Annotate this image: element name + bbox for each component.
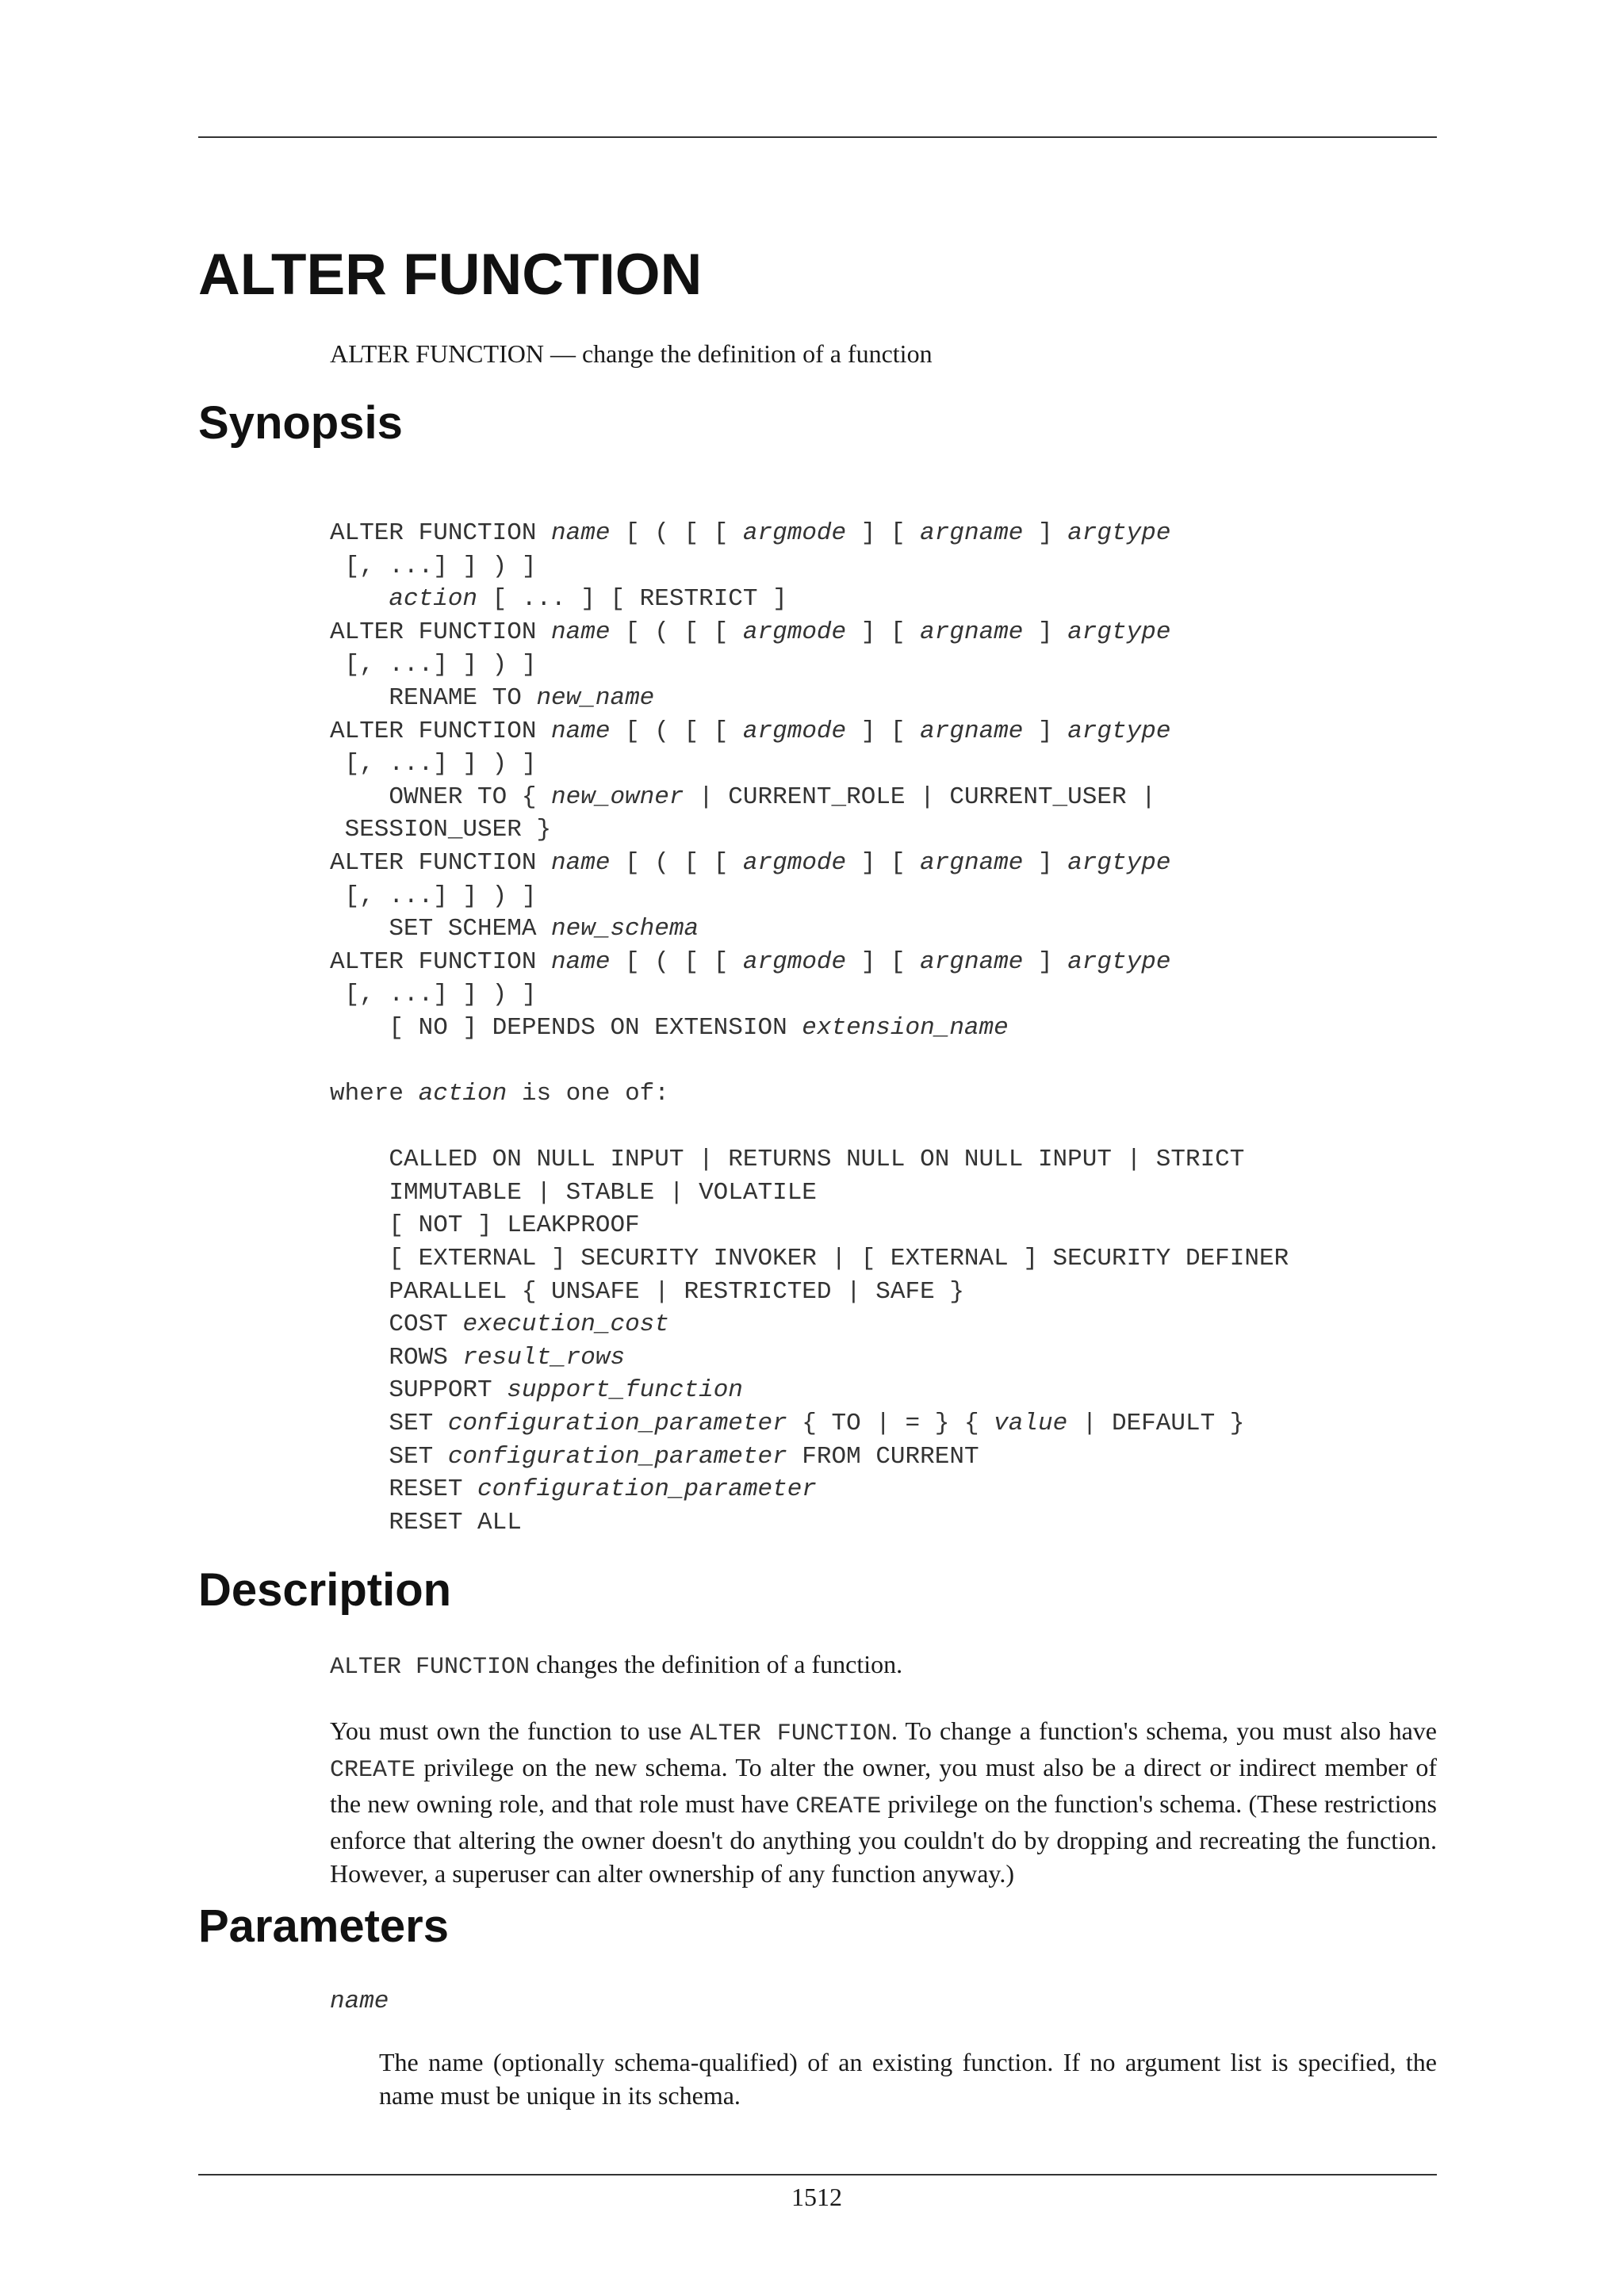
refpurpose: ALTER FUNCTION — change the definition of a function [330, 339, 933, 368]
synopsis-line [330, 1242, 1289, 1276]
synopsis-text: ] [1023, 519, 1068, 547]
header-rule [198, 136, 1437, 138]
synopsis-text: PARALLEL { UNSAFE | RESTRICTED | SAFE } [330, 1277, 964, 1306]
synopsis-text: FROM CURRENT [787, 1442, 979, 1471]
paragraph-text: You must own the function to use [330, 1716, 690, 1745]
synopsis-placeholder: name [551, 519, 611, 547]
synopsis-placeholder: argmode [742, 717, 847, 745]
page-title: ALTER FUNCTION [198, 243, 703, 307]
synopsis-placeholder: support_function [507, 1376, 743, 1405]
synopsis-line [330, 1506, 1289, 1540]
inline-code: ALTER FUNCTION [689, 1720, 891, 1747]
page-number: 1512 [791, 2183, 842, 2211]
synopsis-line [330, 781, 1289, 814]
inline-code: CREATE [330, 1757, 416, 1784]
synopsis-text: [ NOT ] LEAKPROOF [330, 1211, 640, 1240]
inline-code: CREATE [795, 1793, 882, 1820]
synopsis-placeholder: argname [920, 947, 1024, 976]
synopsis-placeholder: argtype [1067, 717, 1171, 745]
synopsis-line [330, 550, 1289, 584]
synopsis-placeholder: argtype [1067, 519, 1171, 547]
synopsis-text: [ ... ] [ RESTRICT ] [477, 585, 787, 614]
synopsis-text: [ ( [ [ [610, 618, 743, 646]
synopsis-text: | DEFAULT } [1067, 1410, 1245, 1438]
synopsis-text: ] [1023, 717, 1068, 745]
footer-rule [198, 2174, 1437, 2175]
synopsis-text: ] [ [846, 519, 921, 547]
synopsis-line [330, 748, 1289, 781]
synopsis-placeholder: argmode [742, 848, 847, 877]
synopsis-text: [ NO ] DEPENDS ON EXTENSION [330, 1013, 802, 1042]
synopsis-line [330, 847, 1289, 880]
synopsis-text: ] [1023, 618, 1068, 646]
synopsis-text: ALTER FUNCTION [330, 717, 552, 745]
synopsis-line [330, 1407, 1289, 1441]
synopsis-text: [, ...] ] ) ] [330, 882, 537, 910]
synopsis-line [330, 517, 1289, 550]
synopsis-text: RESET ALL [330, 1508, 522, 1536]
synopsis-text: ] [ [846, 618, 921, 646]
synopsis-placeholder: name [551, 618, 611, 646]
parameter-definition-name: The name (optionally schema-qualified) of an existing function. If no argument list is specified, the name must be unique in its schema. [379, 2048, 1437, 2110]
synopsis-text: SUPPORT [330, 1376, 508, 1405]
synopsis-text: is one of: [507, 1080, 669, 1108]
synopsis-text: [ ( [ [ [610, 717, 743, 745]
synopsis-line [330, 1143, 1289, 1177]
synopsis-text: ] [1023, 947, 1068, 976]
synopsis-placeholder: argname [920, 848, 1024, 877]
synopsis-placeholder: new_schema [551, 915, 699, 943]
synopsis-placeholder: configuration_parameter [447, 1442, 787, 1471]
synopsis-placeholder: name [551, 947, 611, 976]
parameter-term-name: name [330, 1988, 389, 2015]
paragraph-text: changes the definition of a function. [530, 1650, 903, 1678]
synopsis-text: ALTER FUNCTION [330, 618, 552, 646]
synopsis-text: ROWS [330, 1343, 463, 1372]
description-paragraph-2 [330, 1714, 1437, 1890]
synopsis-placeholder: configuration_parameter [477, 1475, 817, 1504]
synopsis-placeholder: argmode [742, 519, 847, 547]
synopsis-line [330, 1077, 1289, 1111]
synopsis-placeholder: new_owner [551, 783, 684, 811]
synopsis-text: RENAME TO [330, 683, 537, 712]
synopsis-placeholder: name [551, 848, 611, 877]
synopsis-placeholder: argname [920, 618, 1024, 646]
synopsis-text: [ ( [ [ [610, 947, 743, 976]
synopsis-text: ALTER FUNCTION [330, 519, 552, 547]
synopsis-text: ALTER FUNCTION [330, 947, 552, 976]
synopsis-block [330, 517, 1289, 1539]
synopsis-line [330, 978, 1289, 1012]
synopsis-line [330, 583, 1289, 616]
synopsis-text: SET [330, 1442, 448, 1471]
synopsis-line [330, 1441, 1289, 1474]
synopsis-line [330, 813, 1289, 847]
synopsis-line [330, 1111, 1289, 1144]
synopsis-line [330, 1012, 1289, 1045]
synopsis-line [330, 1045, 1289, 1078]
synopsis-line [330, 1177, 1289, 1210]
synopsis-text: { TO | = } { [787, 1410, 994, 1438]
synopsis-text: OWNER TO { [330, 783, 552, 811]
synopsis-line [330, 649, 1289, 682]
synopsis-text: [, ...] ] ) ] [330, 981, 537, 1009]
synopsis-text: where [330, 1080, 419, 1108]
synopsis-placeholder: value [994, 1410, 1068, 1438]
synopsis-placeholder: name [551, 717, 611, 745]
synopsis-line [330, 1473, 1289, 1506]
synopsis-placeholder: result_rows [462, 1343, 626, 1372]
synopsis-line [330, 1308, 1289, 1341]
synopsis-placeholder: action [389, 585, 478, 614]
synopsis-text: COST [330, 1311, 463, 1339]
inline-code: ALTER FUNCTION [330, 1654, 530, 1681]
paragraph-text: . To change a function's schema, you must also have [891, 1716, 1438, 1745]
paragraph-text: privilege on the new schema. To alter the owner, you must also be a direct or indirect member of the new owning role, and that role must have [330, 1753, 1437, 1818]
synopsis-text: [, ...] ] ) ] [330, 651, 537, 679]
synopsis-text: ] [ [846, 848, 921, 877]
synopsis-text: SESSION_USER } [330, 816, 552, 844]
synopsis-placeholder: argmode [742, 947, 847, 976]
paragraph-text: privilege on the function's schema. (These restrictions enforce that altering the owner doesn't do anything you couldn't do by dropping and recreating the function. However, a superuser can alter ownership of any function anyway.) [330, 1789, 1438, 1888]
synopsis-text: ] [1023, 848, 1068, 877]
synopsis-line [330, 715, 1289, 748]
synopsis-text: RESET [330, 1475, 478, 1504]
synopsis-line [330, 880, 1289, 913]
synopsis-text: CALLED ON NULL INPUT | RETURNS NULL ON NULL INPUT | STRICT [330, 1146, 1245, 1174]
synopsis-line [330, 913, 1289, 946]
synopsis-line [330, 1374, 1289, 1407]
synopsis-line [330, 1276, 1289, 1309]
synopsis-text: [ ( [ [ [610, 519, 743, 547]
synopsis-text: ] [ [846, 717, 921, 745]
synopsis-text: [, ...] ] ) ] [330, 750, 537, 779]
synopsis-placeholder: argname [920, 717, 1024, 745]
synopsis-placeholder: action [418, 1080, 508, 1108]
synopsis-heading: Synopsis [198, 397, 403, 449]
synopsis-text: SET SCHEMA [330, 915, 552, 943]
synopsis-text [330, 585, 389, 613]
synopsis-placeholder: new_name [536, 683, 655, 712]
synopsis-line [330, 1209, 1289, 1242]
synopsis-text: | CURRENT_ROLE | CURRENT_USER | [684, 783, 1156, 811]
synopsis-line [330, 682, 1289, 715]
synopsis-text: SET [330, 1410, 448, 1438]
synopsis-placeholder: execution_cost [462, 1311, 669, 1339]
synopsis-placeholder: argtype [1067, 618, 1171, 646]
synopsis-text: [ EXTERNAL ] SECURITY INVOKER | [ EXTERNAL ] SECURITY DEFINER [330, 1245, 1289, 1273]
synopsis-placeholder: argtype [1067, 848, 1171, 877]
synopsis-text: [, ...] ] ) ] [330, 552, 537, 580]
synopsis-text: ALTER FUNCTION [330, 848, 552, 877]
synopsis-text: ] [ [846, 947, 921, 976]
synopsis-line [330, 616, 1289, 649]
synopsis-text: [ ( [ [ [610, 848, 743, 877]
parameters-heading: Parameters [198, 1900, 449, 1952]
synopsis-text: IMMUTABLE | STABLE | VOLATILE [330, 1178, 817, 1207]
synopsis-placeholder: argtype [1067, 947, 1171, 976]
description-paragraph-1 [330, 1647, 1437, 1684]
synopsis-placeholder: configuration_parameter [447, 1410, 787, 1438]
synopsis-placeholder: extension_name [802, 1013, 1009, 1042]
synopsis-line [330, 1341, 1289, 1375]
description-heading: Description [198, 1564, 452, 1616]
synopsis-line [330, 946, 1289, 979]
synopsis-placeholder: argname [920, 519, 1024, 547]
synopsis-placeholder: argmode [742, 618, 847, 646]
